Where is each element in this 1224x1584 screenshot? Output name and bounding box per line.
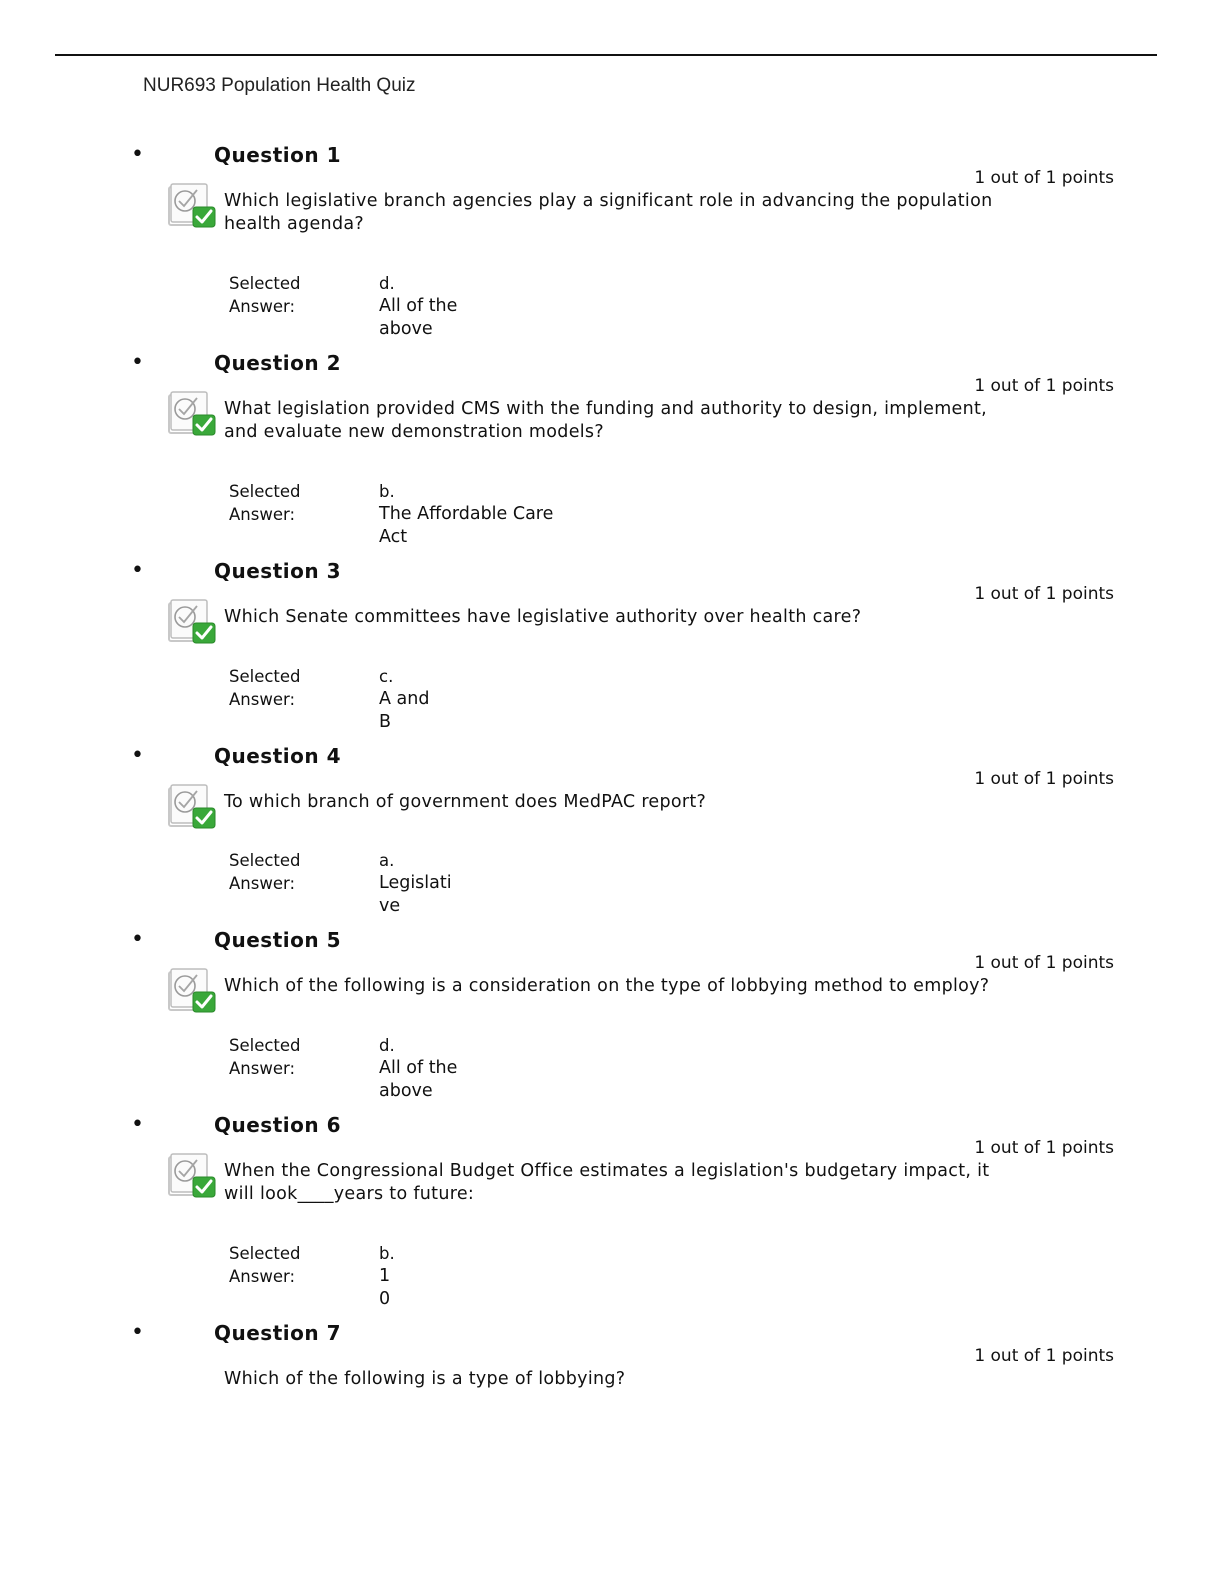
correct-check-icon [167, 389, 217, 437]
correct-check-icon [167, 181, 217, 229]
answer-line: The Affordable Care [379, 504, 554, 524]
bullet-icon: • [131, 350, 144, 375]
label-line: Selected [229, 482, 301, 501]
question-text-line: Which Senate committees have legislative authority over health care? [224, 607, 862, 627]
answer-line: above [379, 319, 433, 339]
question-points: 1 out of 1 points [974, 1138, 1114, 1158]
label-line: Selected [229, 1244, 301, 1263]
selected-answer-label [229, 1242, 349, 1288]
question-points: 1 out of 1 points [974, 1346, 1114, 1366]
question-text-line: Which of the following is a type of lobbying? [224, 1369, 626, 1389]
bullet-icon: • [131, 1112, 144, 1137]
selected-answer-letter: b. [379, 1244, 395, 1263]
bullet-icon: • [131, 743, 144, 768]
question-points: 1 out of 1 points [974, 376, 1114, 396]
answer-line: above [379, 1081, 433, 1101]
answer-line: Legislati [379, 873, 452, 893]
question-title: Question 4 [214, 744, 341, 768]
answer-line: A and [379, 689, 430, 709]
label-line: Selected [229, 851, 301, 870]
correct-check-icon [167, 597, 217, 645]
selected-answer-letter: b. [379, 482, 395, 501]
correct-check-icon [167, 782, 217, 830]
selected-answer-label [229, 272, 349, 318]
answer-line: B [379, 712, 392, 732]
selected-answer-text [379, 872, 452, 918]
label-line: Selected [229, 274, 301, 293]
correct-check-icon [167, 1151, 217, 1199]
label-line: Answer: [229, 874, 296, 893]
question-text-line: To which branch of government does MedPAC report? [224, 792, 707, 812]
question-title: Question 3 [214, 559, 341, 583]
label-line: Answer: [229, 297, 296, 316]
answer-line: 1 [379, 1266, 391, 1286]
question-text [224, 1368, 1084, 1391]
selected-answer-text [379, 1057, 457, 1103]
document-title: NUR693 Population Health Quiz [143, 75, 416, 96]
bullet-icon: • [131, 1320, 144, 1345]
label-line: Selected [229, 1036, 301, 1055]
answer-line: ve [379, 896, 401, 916]
question-text-line: Which of the following is a consideration on the type of lobbying method to employ? [224, 976, 990, 996]
selected-answer-text [379, 295, 457, 341]
bullet-icon: • [131, 927, 144, 952]
question-text-line: health agenda? [224, 214, 364, 234]
question-text-line: will look____years to future: [224, 1184, 475, 1204]
selected-answer-letter: d. [379, 1036, 395, 1055]
label-line: Answer: [229, 505, 296, 524]
question-text [224, 975, 1084, 998]
question-text-line: When the Congressional Budget Office estimates a legislation's budgetary impact, it [224, 1161, 990, 1181]
question-text [224, 791, 1084, 814]
bullet-icon: • [131, 142, 144, 167]
bullet-icon: • [131, 558, 144, 583]
correct-check-icon [167, 966, 217, 1014]
selected-answer-text [379, 503, 553, 549]
selected-answer-label [229, 849, 349, 895]
answer-line: Act [379, 527, 408, 547]
header-rule [55, 54, 1157, 56]
selected-answer-label [229, 1034, 349, 1080]
label-line: Selected [229, 667, 301, 686]
question-text [224, 398, 1084, 444]
label-line: Answer: [229, 690, 296, 709]
selected-answer-label [229, 665, 349, 711]
question-text-line: Which legislative branch agencies play a significant role in advancing the population [224, 191, 993, 211]
question-title: Question 6 [214, 1113, 341, 1137]
question-text-line: What legislation provided CMS with the funding and authority to design, implement, [224, 399, 988, 419]
selected-answer-text [379, 1265, 390, 1311]
question-points: 1 out of 1 points [974, 769, 1114, 789]
selected-answer-text [379, 688, 429, 734]
selected-answer-letter: c. [379, 667, 394, 686]
answer-line: All of the [379, 1058, 458, 1078]
selected-answer-letter: a. [379, 851, 395, 870]
question-text [224, 1160, 1084, 1206]
question-points: 1 out of 1 points [974, 168, 1114, 188]
question-points: 1 out of 1 points [974, 953, 1114, 973]
question-title: Question 1 [214, 143, 341, 167]
question-text [224, 190, 1084, 236]
question-text [224, 606, 1084, 629]
selected-answer-letter: d. [379, 274, 395, 293]
answer-line: 0 [379, 1289, 391, 1309]
question-title: Question 7 [214, 1321, 341, 1345]
question-text-line: and evaluate new demonstration models? [224, 422, 604, 442]
label-line: Answer: [229, 1267, 296, 1286]
question-title: Question 2 [214, 351, 341, 375]
question-title: Question 5 [214, 928, 341, 952]
selected-answer-label [229, 480, 349, 526]
question-points: 1 out of 1 points [974, 584, 1114, 604]
label-line: Answer: [229, 1059, 296, 1078]
answer-line: All of the [379, 296, 458, 316]
